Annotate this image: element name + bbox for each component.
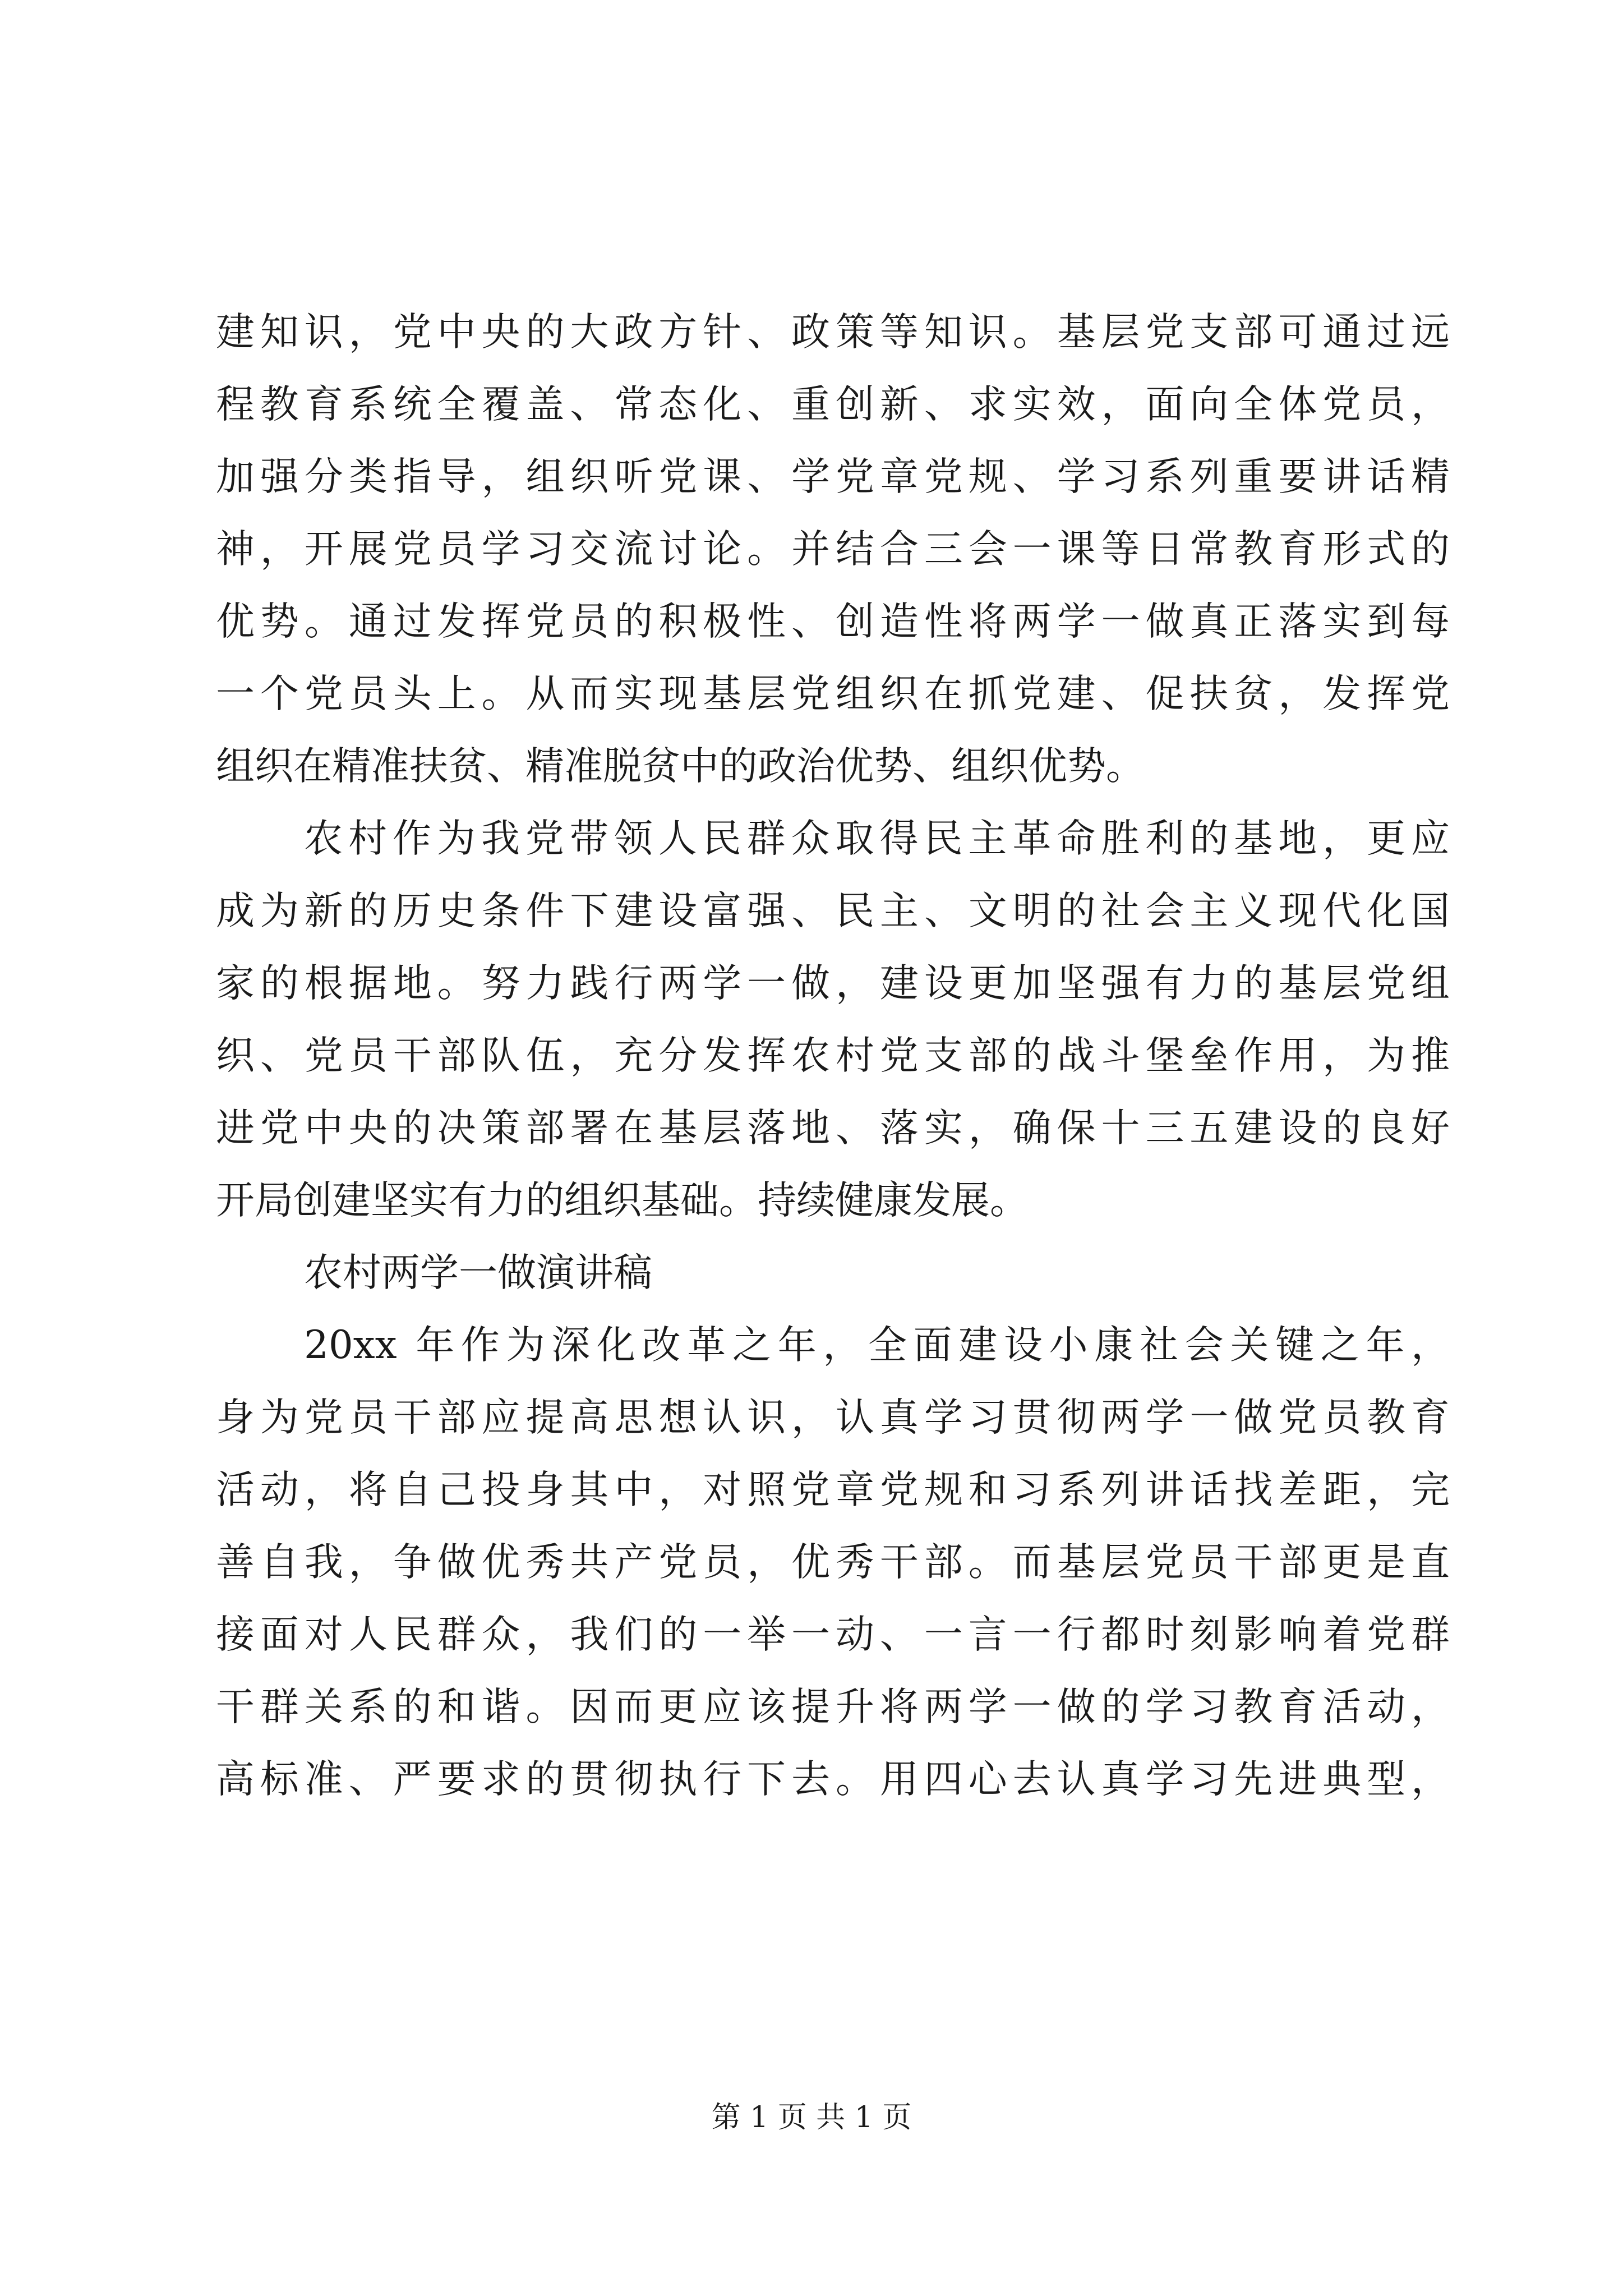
document-body (216, 296, 1450, 1816)
text-line: 程教育系统全覆盖、常态化、重创新、求实效，面向全体党员， (216, 382, 1450, 427)
text-line: 织、党员干部队伍，充分发挥农村党支部的战斗堡垒作用，为推 (216, 1033, 1450, 1078)
text-line: 加强分类指导，组织听党课、学党章党规、学习系列重要讲话精 (216, 454, 1450, 499)
text-line: 神，开展党员学习交流讨论。并结合三会一课等日常教育形式的 (216, 527, 1450, 572)
text-line: 20xx 年作为深化改革之年，全面建设小康社会关键之年， (304, 1323, 1450, 1368)
text-line: 高标准、严要求的贯彻执行下去。用四心去认真学习先进典型， (216, 1757, 1450, 1802)
text-line: 农村作为我党带领人民群众取得民主革命胜利的基地，更应 (304, 816, 1450, 861)
text-line: 建知识，党中央的大政方针、政策等知识。基层党支部可通过远 (216, 310, 1450, 355)
text-line: 干群关系的和谐。因而更应该提升将两学一做的学习教育活动， (216, 1685, 1450, 1729)
text-line: 善自我，争做优秀共产党员，优秀干部。而基层党员干部更是直 (216, 1540, 1450, 1585)
text-line: 接面对人民群众，我们的一举一动、一言一行都时刻影响着党群 (216, 1612, 1450, 1657)
text-line: 优势。通过发挥党员的积极性、创造性将两学一做真正落实到每 (216, 599, 1450, 644)
text-line: 家的根据地。努力践行两学一做，建设更加坚强有力的基层党组 (216, 961, 1450, 1006)
section-heading: 农村两学一做演讲稿 (304, 1250, 652, 1295)
page-footer: 第 1 页 共 1 页 (711, 2101, 912, 2134)
text-line: 开局创建坚实有力的组织基础。持续健康发展。 (216, 1178, 1029, 1223)
text-line: 组织在精准扶贫、精准脱贫中的政治优势、组织优势。 (216, 744, 1145, 789)
text-line: 活动，将自己投身其中，对照党章党规和习系列讲话找差距，完 (216, 1467, 1450, 1512)
text-line: 成为新的历史条件下建设富强、民主、文明的社会主义现代化国 (216, 889, 1450, 933)
text-line: 一个党员头上。从而实现基层党组织在抓党建、促扶贫，发挥党 (216, 671, 1450, 716)
text-line: 进党中央的决策部署在基层落地、落实，确保十三五建设的良好 (216, 1106, 1450, 1151)
text-line: 身为党员干部应提高思想认识，认真学习贯彻两学一做党员教育 (216, 1395, 1450, 1440)
